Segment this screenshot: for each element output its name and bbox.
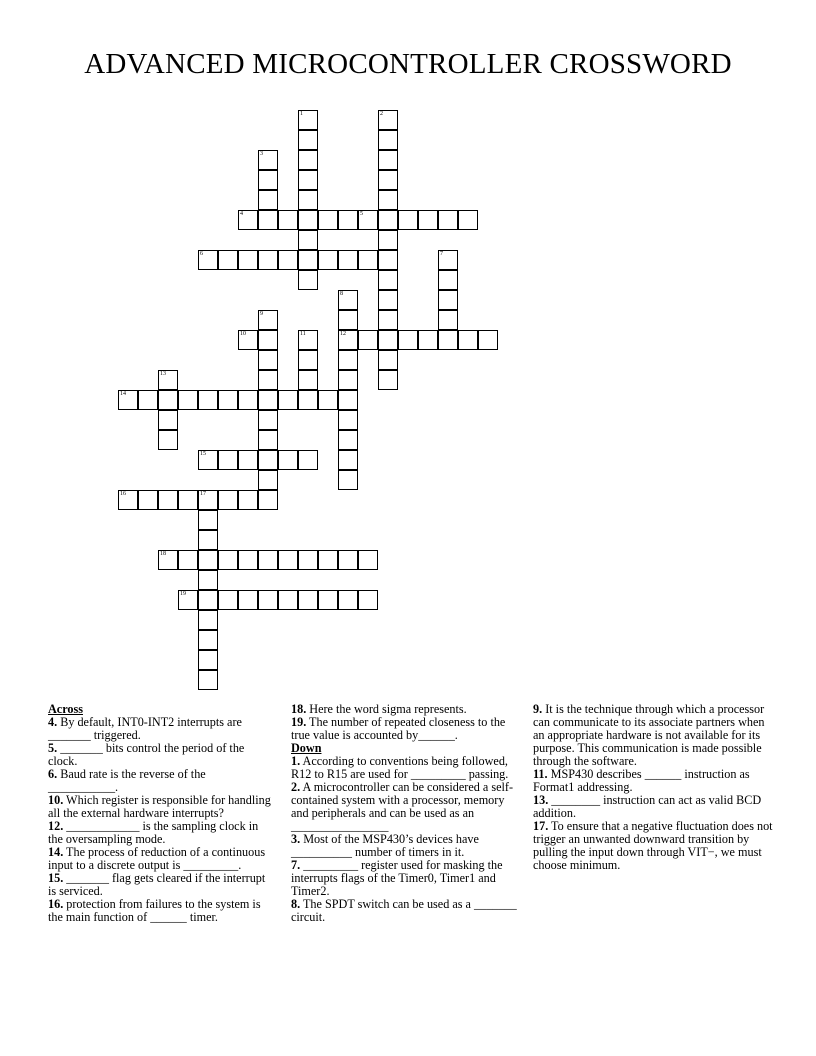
cell-number-16: 16 xyxy=(120,491,126,497)
grid-cell[interactable] xyxy=(378,310,398,330)
cell-number-17: 17 xyxy=(200,491,206,497)
grid-cell[interactable] xyxy=(198,650,218,670)
grid-cell[interactable] xyxy=(118,490,138,510)
grid-cell[interactable] xyxy=(258,350,278,370)
grid-cell[interactable] xyxy=(338,430,358,450)
cell-number-10: 10 xyxy=(240,331,246,337)
grid-cell[interactable] xyxy=(318,590,338,610)
clue-down-13: 13. ________ instruction can act as valid BCD addition. xyxy=(533,793,762,820)
grid-cell[interactable] xyxy=(258,490,278,510)
grid-cell[interactable] xyxy=(198,670,218,690)
grid-cell[interactable] xyxy=(238,210,258,230)
grid-cell[interactable] xyxy=(158,490,178,510)
grid-cell[interactable] xyxy=(338,410,358,430)
clue-across-6: 6. Baud rate is the reverse of the ___________. xyxy=(48,767,206,794)
grid-cell[interactable] xyxy=(198,390,218,410)
grid-cell[interactable] xyxy=(198,490,218,510)
grid-cell[interactable] xyxy=(278,210,298,230)
clue-down-9: 9. It is the technique through which a processor can communicate to its associate partners when an appropriate hardware is not available for its purpose. This communication is made possible through the software. xyxy=(533,702,765,768)
grid-cell[interactable] xyxy=(158,390,178,410)
grid-cell[interactable] xyxy=(258,210,278,230)
grid-cell[interactable] xyxy=(478,330,498,350)
clue-down-2: 2. A microcontroller can be considered a self-contained system with a processor, memory and peripherals and can be used as an ________________ xyxy=(291,780,513,833)
cell-number-4: 4 xyxy=(240,211,243,217)
cell-number-8: 8 xyxy=(340,291,343,297)
grid-cell[interactable] xyxy=(378,110,398,130)
cell-number-3: 3 xyxy=(260,151,263,157)
grid-cell[interactable] xyxy=(258,550,278,570)
cell-number-9: 9 xyxy=(260,311,263,317)
grid-cell[interactable] xyxy=(258,590,278,610)
grid-cell[interactable] xyxy=(438,250,458,270)
grid-cell[interactable] xyxy=(318,390,338,410)
grid-cell[interactable] xyxy=(338,290,358,310)
grid-cell[interactable] xyxy=(298,270,318,290)
clue-across-4: 4. By default, INT0-INT2 interrupts are _______ triggered. xyxy=(48,715,242,742)
grid-cell[interactable] xyxy=(258,190,278,210)
grid-cell[interactable] xyxy=(358,210,378,230)
grid-cell[interactable] xyxy=(298,230,318,250)
grid-cell[interactable] xyxy=(378,270,398,290)
grid-cell[interactable] xyxy=(418,210,438,230)
clues-column-1 xyxy=(48,703,276,924)
cell-number-18: 18 xyxy=(160,551,166,557)
clue-down-8: 8. The SPDT switch can be used as a _______ circuit. xyxy=(291,897,517,924)
grid-cell[interactable] xyxy=(358,590,378,610)
clue-across-19: 19. The number of repeated closeness to the true value is accounted by______. xyxy=(291,715,506,742)
clues-column-2 xyxy=(291,703,521,924)
grid-cell[interactable] xyxy=(298,350,318,370)
grid-cell[interactable] xyxy=(198,550,218,570)
grid-cell[interactable] xyxy=(338,390,358,410)
grid-cell[interactable] xyxy=(298,190,318,210)
down-heading: Down xyxy=(291,741,322,755)
cell-number-5: 5 xyxy=(360,211,363,217)
grid-cell[interactable] xyxy=(378,170,398,190)
grid-cell[interactable] xyxy=(298,210,318,230)
grid-cell[interactable] xyxy=(198,510,218,530)
grid-cell[interactable] xyxy=(258,310,278,330)
clue-across-16: 16. protection from failures to the system is the main function of ______ timer. xyxy=(48,897,261,924)
grid-cell[interactable] xyxy=(198,630,218,650)
grid-cell[interactable] xyxy=(178,550,198,570)
grid-cell[interactable] xyxy=(238,590,258,610)
grid-cell[interactable] xyxy=(258,170,278,190)
grid-cell[interactable] xyxy=(218,490,238,510)
grid-cell[interactable] xyxy=(298,130,318,150)
grid-cell[interactable] xyxy=(258,150,278,170)
cell-number-12: 12 xyxy=(340,331,346,337)
grid-cell[interactable] xyxy=(338,250,358,270)
grid-cell[interactable] xyxy=(298,390,318,410)
clue-down-1: 1. According to conventions being followed, R12 to R15 are used for _________ passing. xyxy=(291,754,509,781)
grid-cell[interactable] xyxy=(458,330,478,350)
grid-cell[interactable] xyxy=(398,330,418,350)
grid-cell[interactable] xyxy=(278,390,298,410)
grid-cell[interactable] xyxy=(338,310,358,330)
cell-number-19: 19 xyxy=(180,591,186,597)
grid-cell[interactable] xyxy=(338,350,358,370)
grid-cell[interactable] xyxy=(298,250,318,270)
grid-cell[interactable] xyxy=(438,210,458,230)
grid-cell[interactable] xyxy=(298,550,318,570)
grid-cell[interactable] xyxy=(138,490,158,510)
clue-across-12: 12. ____________ is the sampling clock in the oversampling mode. xyxy=(48,819,259,846)
grid-cell[interactable] xyxy=(338,330,358,350)
grid-cell[interactable] xyxy=(258,450,278,470)
grid-cell[interactable] xyxy=(438,330,458,350)
grid-cell[interactable] xyxy=(358,250,378,270)
grid-cell[interactable] xyxy=(258,250,278,270)
grid-cell[interactable] xyxy=(338,210,358,230)
grid-cell[interactable] xyxy=(298,170,318,190)
grid-cell[interactable] xyxy=(278,250,298,270)
cell-number-1: 1 xyxy=(300,111,303,117)
cell-number-11: 11 xyxy=(300,331,306,337)
grid-cell[interactable] xyxy=(258,390,278,410)
grid-cell[interactable] xyxy=(238,390,258,410)
across-heading: Across xyxy=(48,702,83,716)
grid-cell[interactable] xyxy=(378,150,398,170)
grid-cell[interactable] xyxy=(298,330,318,350)
page-title: ADVANCED MICROCONTROLLER CROSSWORD xyxy=(84,48,732,80)
grid-cell[interactable] xyxy=(318,550,338,570)
grid-cell[interactable] xyxy=(458,210,478,230)
cell-number-2: 2 xyxy=(380,111,383,117)
grid-cell[interactable] xyxy=(158,370,178,390)
grid-cell[interactable] xyxy=(258,470,278,490)
grid-cell[interactable] xyxy=(118,390,138,410)
grid-cell[interactable] xyxy=(438,310,458,330)
clues-column-3 xyxy=(533,703,773,872)
grid-cell[interactable] xyxy=(238,330,258,350)
clue-down-11: 11. MSP430 describes ______ instruction as Format1 addressing. xyxy=(533,767,750,794)
grid-cell[interactable] xyxy=(298,370,318,390)
grid-cell[interactable] xyxy=(258,410,278,430)
cell-number-6: 6 xyxy=(200,251,203,257)
clue-across-5: 5. _______ bits control the period of the clock. xyxy=(48,741,245,768)
grid-cell[interactable] xyxy=(338,470,358,490)
clue-across-14: 14. The process of reduction of a continuous input to a discrete output is _________. xyxy=(48,845,266,872)
grid-cell[interactable] xyxy=(198,610,218,630)
grid-cell[interactable] xyxy=(378,130,398,150)
grid-cell[interactable] xyxy=(198,450,218,470)
grid-cell[interactable] xyxy=(138,390,158,410)
cell-number-15: 15 xyxy=(200,451,206,457)
grid-cell[interactable] xyxy=(218,550,238,570)
grid-cell[interactable] xyxy=(258,370,278,390)
grid-cell[interactable] xyxy=(378,330,398,350)
grid-cell[interactable] xyxy=(438,290,458,310)
grid-cell[interactable] xyxy=(318,210,338,230)
grid-cell[interactable] xyxy=(238,490,258,510)
grid-cell[interactable] xyxy=(278,550,298,570)
grid-cell[interactable] xyxy=(378,370,398,390)
grid-cell[interactable] xyxy=(278,450,298,470)
grid-cell[interactable] xyxy=(298,150,318,170)
grid-cell[interactable] xyxy=(198,250,218,270)
grid-cell[interactable] xyxy=(418,330,438,350)
grid-cell[interactable] xyxy=(178,490,198,510)
grid-cell[interactable] xyxy=(158,410,178,430)
cell-number-7: 7 xyxy=(440,251,443,257)
clue-across-18: 18. Here the word sigma represents. xyxy=(291,702,467,716)
grid-cell[interactable] xyxy=(338,590,358,610)
grid-cell[interactable] xyxy=(238,250,258,270)
clue-across-15: 15. _______ flag gets cleared if the interrupt is serviced. xyxy=(48,871,266,898)
grid-cell[interactable] xyxy=(338,370,358,390)
grid-cell[interactable] xyxy=(378,190,398,210)
grid-cell[interactable] xyxy=(218,590,238,610)
grid-cell[interactable] xyxy=(338,450,358,470)
grid-cell[interactable] xyxy=(238,450,258,470)
grid-cell[interactable] xyxy=(158,550,178,570)
grid-cell[interactable] xyxy=(298,110,318,130)
clue-down-3: 3. Most of the MSP430’s devices have __________ number of timers in it. xyxy=(291,832,479,859)
cell-number-13: 13 xyxy=(160,371,166,377)
grid-cell[interactable] xyxy=(378,210,398,230)
grid-cell[interactable] xyxy=(438,270,458,290)
grid-cell[interactable] xyxy=(338,550,358,570)
clue-down-17: 17. To ensure that a negative fluctuation does not trigger an unwanted downward transition by pulling the input down through VIT−, we must choose minimum. xyxy=(533,819,773,872)
grid-cell[interactable] xyxy=(378,250,398,270)
grid-cell[interactable] xyxy=(218,450,238,470)
grid-cell[interactable] xyxy=(378,350,398,370)
grid-cell[interactable] xyxy=(178,390,198,410)
grid-cell[interactable] xyxy=(218,250,238,270)
grid-cell[interactable] xyxy=(378,290,398,310)
clue-across-10: 10. Which register is responsible for handling all the external hardware interrupts? xyxy=(48,793,271,820)
grid-cell[interactable] xyxy=(318,250,338,270)
grid-cell[interactable] xyxy=(158,430,178,450)
grid-cell[interactable] xyxy=(398,210,418,230)
grid-cell[interactable] xyxy=(298,590,318,610)
cell-number-14: 14 xyxy=(120,391,126,397)
grid-cell[interactable] xyxy=(358,330,378,350)
grid-cell[interactable] xyxy=(198,530,218,550)
grid-cell[interactable] xyxy=(178,590,198,610)
grid-cell[interactable] xyxy=(278,590,298,610)
grid-cell[interactable] xyxy=(198,570,218,590)
grid-cell[interactable] xyxy=(198,590,218,610)
grid-cell[interactable] xyxy=(238,550,258,570)
grid-cell[interactable] xyxy=(218,390,238,410)
grid-cell[interactable] xyxy=(258,430,278,450)
grid-cell[interactable] xyxy=(358,550,378,570)
clue-down-7: 7. _________ register used for masking the interrupts flags of the Timer0, Timer1 and Timer2. xyxy=(291,858,503,898)
grid-cell[interactable] xyxy=(258,330,278,350)
grid-cell[interactable] xyxy=(378,230,398,250)
grid-cell[interactable] xyxy=(298,450,318,470)
